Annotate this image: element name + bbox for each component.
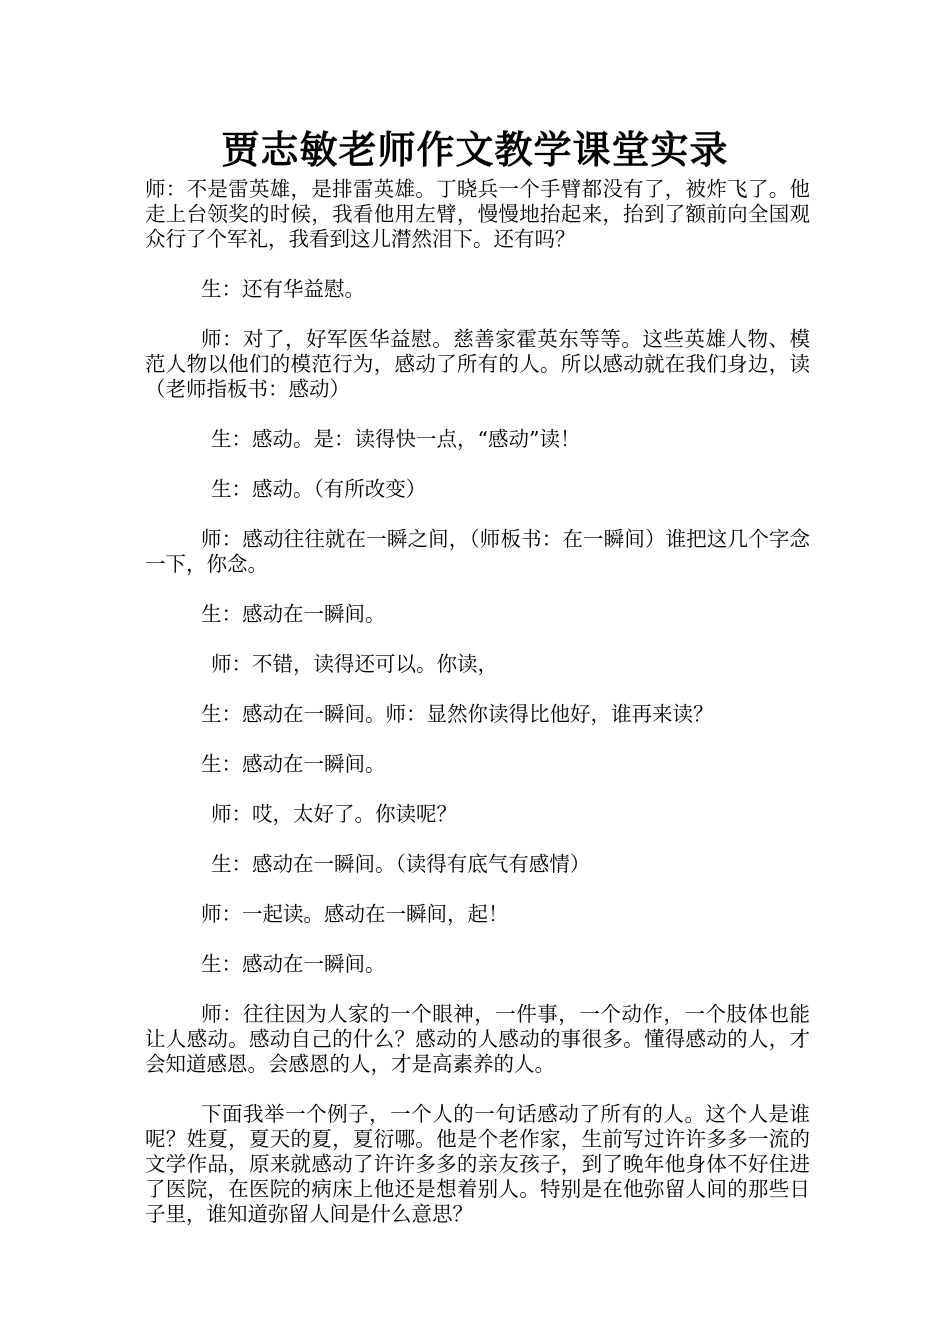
paragraph: 生：感动在一瞬间。 bbox=[201, 952, 386, 976]
paragraph: 生：感动在一瞬间。 bbox=[201, 602, 386, 626]
paragraph: 生：感动在一瞬间。师：显然你读得比他好，谁再来读？ bbox=[201, 702, 714, 726]
paragraph: 生：感动在一瞬间。 bbox=[201, 752, 386, 776]
paragraph: 师：不是雷英雄，是排雷英雄。丁晓兵一个手臂都没有了，被炸飞了。他走上台领奖的时候，我看他用左臂，慢慢地抬起来，抬到了额前向全国观众行了个军礼，我看到这儿潸然泪下。还有吗？ bbox=[145, 177, 810, 251]
paragraph: 生：感动。是：读得快一点，“感动”读！ bbox=[211, 427, 581, 451]
paragraph: 生：感动在一瞬间。（读得有底气有感情） bbox=[211, 852, 591, 876]
document-title: 贾志敏老师作文教学课堂实录 bbox=[221, 127, 729, 172]
paragraph: 生：还有华益慰。 bbox=[201, 277, 365, 301]
paragraph: 师：往往因为人家的一个眼神，一件事，一个动作，一个肢体也能让人感动。感动自己的什么？感动的人感动的事很多。懂得感动的人，才会知道感恩。会感恩的人，才是高素养的人。 bbox=[145, 1002, 810, 1076]
paragraph: 生：感动。（有所改变） bbox=[211, 477, 427, 501]
paragraph: 师：不错，读得还可以。你读， bbox=[211, 652, 498, 676]
paragraph: 师：哎，太好了。你读呢？ bbox=[211, 802, 457, 826]
document-body bbox=[145, 177, 810, 1252]
paragraph: 师：一起读。感动在一瞬间，起！ bbox=[201, 902, 509, 926]
paragraph: 下面我举一个例子，一个人的一句话感动了所有的人。这个人是谁呢？姓夏，夏天的夏，夏衍哪。他是个老作家，生前写过许许多多一流的文学作品，原来就感动了许许多多的亲友孩子，到了晚年他身体不好住进了医院，在医院的病床上他还是想着别人。特别是在他弥留人间的那些日子里，谁知道弥留人间是什么意思？ bbox=[145, 1102, 810, 1226]
paragraph: 师：对了，好军医华益慰。慈善家霍英东等等。这些英雄人物、模范人物以他们的模范行为，感动了所有的人。所以感动就在我们身边，读（老师指板书：感动） bbox=[145, 327, 810, 401]
paragraph: 师：感动往往就在一瞬之间，（师板书：在一瞬间）谁把这几个字念一下，你念。 bbox=[145, 527, 810, 576]
